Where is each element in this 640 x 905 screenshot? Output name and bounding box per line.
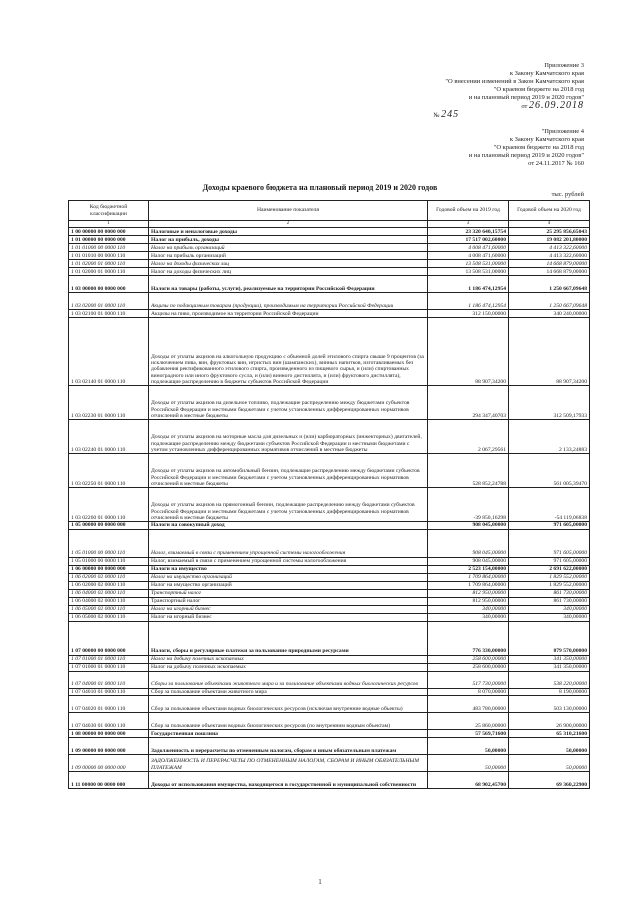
code-cell: 1 06 02000 02 0000 110 bbox=[69, 581, 149, 589]
table-row bbox=[69, 737, 590, 754]
code-cell: 1 05 01000 00 0000 110 bbox=[69, 529, 149, 557]
budget-line: "О краевом бюджете на 2018 год bbox=[493, 86, 584, 93]
table-row bbox=[69, 581, 590, 589]
name-cell: Налоговые и неналоговые доходы bbox=[149, 228, 428, 236]
value-2020-cell: 340 240,00000 bbox=[509, 310, 590, 318]
value-2019-cell: 1 186 474,12954 bbox=[428, 276, 509, 293]
table-row bbox=[69, 573, 590, 581]
name-cell: Налог на игорный бизнес bbox=[149, 613, 428, 621]
value-2020-cell: 4 413 322,60000 bbox=[509, 244, 590, 252]
value-2019-cell: 1 709 864,00000 bbox=[428, 581, 509, 589]
name-cell: Налоги на имущество bbox=[149, 565, 428, 573]
code-cell: 1 03 02100 01 0000 110 bbox=[69, 310, 149, 318]
value-2020-cell: 312 509,17933 bbox=[509, 386, 590, 420]
code-cell: 1 08 00000 00 0000 000 bbox=[69, 729, 149, 737]
code-cell: 1 06 04000 02 0000 110 bbox=[69, 589, 149, 597]
law-line-orig: к Закону Камчатского края bbox=[509, 136, 584, 143]
name-cell: Акцизы по подакцизным товарам (продукции), производимым на территории Российской Федерации bbox=[149, 293, 428, 310]
name-cell: Сбор за пользование объектами водных биологических ресурсов (исключая внутренние водные объекты) bbox=[149, 695, 428, 712]
table-row bbox=[69, 529, 590, 557]
value-2019-cell: 258 600,00000 bbox=[428, 663, 509, 671]
value-2020-cell: 50,00000 bbox=[509, 737, 590, 754]
name-cell: Доходы от использования имущества, находящегося в государственной и муниципальной собственности bbox=[149, 771, 428, 788]
code-cell: 1 05 01000 00 0000 110 bbox=[69, 557, 149, 565]
value-2020-cell: -54 119,06838 bbox=[509, 488, 590, 522]
value-2019-cell: 776 330,00000 bbox=[428, 621, 509, 655]
col-index: 2 bbox=[149, 221, 428, 228]
table-row bbox=[69, 729, 590, 737]
number-line bbox=[433, 111, 584, 120]
value-2020-cell: 14 668 879,00000 bbox=[509, 260, 590, 268]
handwritten-number: 245 bbox=[441, 109, 460, 120]
code-cell: 1 05 00000 00 0000 000 bbox=[69, 522, 149, 529]
code-cell: 1 03 02140 01 0000 110 bbox=[69, 318, 149, 386]
name-cell: Налог на добычу полезных ископаемых bbox=[149, 655, 428, 663]
table-row bbox=[69, 565, 590, 573]
value-2019-cell: 812 950,00000 bbox=[428, 589, 509, 597]
name-cell: Налог на имущество организаций bbox=[149, 573, 428, 581]
value-2020-cell: 2 691 622,00000 bbox=[509, 565, 590, 573]
value-2019-cell: 88 907,34200 bbox=[428, 318, 509, 386]
value-2020-cell: 65 310,21600 bbox=[509, 729, 590, 737]
table-row bbox=[69, 228, 590, 236]
value-2019-cell: 908 045,00000 bbox=[428, 557, 509, 565]
value-2019-cell: 4 008 471,60000 bbox=[428, 244, 509, 252]
code-cell: 1 03 02260 01 0000 110 bbox=[69, 488, 149, 522]
value-2019-cell: 2 067,29561 bbox=[428, 420, 509, 454]
table-row bbox=[69, 236, 590, 244]
date-prefix: от bbox=[521, 103, 528, 110]
table-row bbox=[69, 771, 590, 788]
table-row bbox=[69, 688, 590, 695]
value-2020-cell: 538 220,00000 bbox=[509, 671, 590, 688]
value-2019-cell: 312 150,00000 bbox=[428, 310, 509, 318]
name-cell: Доходы от уплаты акцизов на алкогольную продукцию с объемной долей этилового спирта свыше 9 процентов (за исключением пива, вин, фруктовых вин, игристых вин (шампанских), винных напитков, изготавливаемых без добавления ректификованного этилового спирта, произведенного из пищевого сырья, и (или) спиртованных виноградного или иного фруктового сусла, и (или) винного дистиллята, и (или) фруктового дистиллята), подлежащие распределению в бюджеты субъектов Российской Федерации bbox=[149, 318, 428, 386]
orig-date-line: от 24.11.2017 № 160 bbox=[528, 160, 584, 167]
name-cell: Сбор за пользование объектами животного мира bbox=[149, 688, 428, 695]
value-2019-cell: 908 045,00000 bbox=[428, 529, 509, 557]
value-2020-cell: 50,00000 bbox=[509, 754, 590, 771]
name-cell: Задолженность и перерасчеты по отмененным налогам, сборам и иным обязательным платежам bbox=[149, 737, 428, 754]
value-2020-cell: 1 250 667,09648 bbox=[509, 276, 590, 293]
code-cell: 1 06 04000 02 0000 110 bbox=[69, 597, 149, 605]
code-cell: 1 01 01010 00 0000 110 bbox=[69, 252, 149, 260]
value-2020-cell: 971 605,00000 bbox=[509, 522, 590, 529]
table-row bbox=[69, 276, 590, 293]
code-cell: 1 07 01000 01 0000 110 bbox=[69, 663, 149, 671]
appendix-header bbox=[433, 62, 584, 120]
period-line: и на плановый период 2019 и 2020 годов" bbox=[468, 94, 584, 101]
name-cell: Налог на игорный бизнес bbox=[149, 605, 428, 613]
value-2020-cell: 340,00000 bbox=[509, 605, 590, 613]
value-2019-cell: 13 508 531,00000 bbox=[428, 260, 509, 268]
name-cell: ЗАДОЛЖЕННОСТЬ И ПЕРЕРАСЧЕТЫ ПО ОТМЕНЕННЫМ НАЛОГАМ, СБОРАМ И ИНЫМ ОБЯЗАТЕЛЬНЫМ ПЛАТЕЖАМ bbox=[149, 754, 428, 771]
name-cell: Налог на доходы физических лиц bbox=[149, 260, 428, 268]
table-row bbox=[69, 557, 590, 565]
code-cell: 1 07 04000 01 0000 110 bbox=[69, 671, 149, 688]
code-cell: 1 09 00000 00 0000 000 bbox=[69, 737, 149, 754]
page-number: 1 bbox=[318, 878, 322, 886]
value-2019-cell: 258 600,00000 bbox=[428, 655, 509, 663]
code-cell: 1 03 02230 01 0000 110 bbox=[69, 386, 149, 420]
name-cell: Акцизы на пиво, производимое на территории Российской Федерации bbox=[149, 310, 428, 318]
table-row bbox=[69, 293, 590, 310]
code-cell: 1 06 05000 02 0000 110 bbox=[69, 605, 149, 613]
date-line bbox=[445, 102, 584, 111]
table-row bbox=[69, 605, 590, 613]
value-2020-cell: 4 413 322,60000 bbox=[509, 252, 590, 260]
table-row bbox=[69, 655, 590, 663]
code-cell: 1 07 04010 01 0000 110 bbox=[69, 688, 149, 695]
value-2020-cell: 971 605,00000 bbox=[509, 529, 590, 557]
table-row bbox=[69, 454, 590, 488]
name-cell: Налоги на товары (работы, услуги), реализуемые на территории Российской Федерации bbox=[149, 276, 428, 293]
name-cell: Налог на прибыль, доходы bbox=[149, 236, 428, 244]
table-row bbox=[69, 671, 590, 688]
value-2019-cell: 528 852,24788 bbox=[428, 454, 509, 488]
code-cell: 1 01 02000 01 0000 110 bbox=[69, 268, 149, 276]
code-cell: 1 06 05000 02 0000 110 bbox=[69, 613, 149, 621]
value-2019-cell: 23 320 640,15754 bbox=[428, 228, 509, 236]
value-2019-cell: 517 730,00000 bbox=[428, 671, 509, 688]
table-row bbox=[69, 310, 590, 318]
value-2020-cell: 971 605,00000 bbox=[509, 557, 590, 565]
table-row bbox=[69, 386, 590, 420]
code-cell: 1 01 01000 00 0000 110 bbox=[69, 244, 149, 252]
code-cell: 1 06 02000 02 0000 110 bbox=[69, 573, 149, 581]
value-2019-cell: 908 045,00000 bbox=[428, 522, 509, 529]
col-header-2019: Годовой объем на 2019 год bbox=[428, 201, 509, 221]
table-row bbox=[69, 244, 590, 252]
table-body bbox=[69, 228, 590, 789]
name-cell: Доходы от уплаты акцизов на моторные масла для дизельных и (или) карбюраторных (инжекторных) двигателей, подлежащие распределению между бюджетами субъектов Российской Федерации и местными бюджетами с учетом установленных дифференцированных нормативов отчислений в местные бюджеты bbox=[149, 420, 428, 454]
name-cell: Налоги на совокупный доход bbox=[149, 522, 428, 529]
value-2020-cell: 19 082 201,80000 bbox=[509, 236, 590, 244]
col-header-code: Код бюджетной классификации bbox=[69, 201, 149, 221]
code-cell: 1 01 00000 00 0000 000 bbox=[69, 236, 149, 244]
table-row bbox=[69, 318, 590, 386]
value-2019-cell: 50,00000 bbox=[428, 737, 509, 754]
value-2019-cell: 1 186 474,12954 bbox=[428, 293, 509, 310]
value-2020-cell: 861 730,00000 bbox=[509, 597, 590, 605]
revenue-table bbox=[68, 200, 590, 789]
value-2020-cell: 561 005,39470 bbox=[509, 454, 590, 488]
period-line-orig: и на плановый период 2019 и 2020 годов" bbox=[468, 152, 584, 159]
value-2020-cell: 25 295 856,65043 bbox=[509, 228, 590, 236]
code-cell: 1 07 04020 01 0000 110 bbox=[69, 695, 149, 712]
appendix-number-orig: "Приложение 4 bbox=[541, 128, 584, 135]
col-index: 3 bbox=[428, 221, 509, 228]
code-cell: 1 07 04030 01 0000 110 bbox=[69, 712, 149, 729]
col-index: 1 bbox=[69, 221, 149, 228]
table-row bbox=[69, 420, 590, 454]
code-cell: 1 09 00000 00 0000 000 bbox=[69, 754, 149, 771]
table-row bbox=[69, 260, 590, 268]
col-header-name: Наименование показателя bbox=[149, 201, 428, 221]
table-row bbox=[69, 613, 590, 621]
table-row bbox=[69, 268, 590, 276]
value-2020-cell: 2 133,24883 bbox=[509, 420, 590, 454]
amend-line: "О внесении изменений в Закон Камчатского края bbox=[445, 78, 584, 85]
value-2019-cell: 2 523 154,00000 bbox=[428, 565, 509, 573]
name-cell: Доходы от уплаты акцизов на автомобильный бензин, подлежащие распределению между бюджетами субъектов Российской Федерации и местными бюджетами с учетом установленных дифференцированных нормативов отчислений в местные бюджеты bbox=[149, 454, 428, 488]
original-appendix-header bbox=[469, 128, 584, 168]
value-2019-cell: 483 780,00000 bbox=[428, 695, 509, 712]
table-row bbox=[69, 712, 590, 729]
value-2019-cell: 25 860,00000 bbox=[428, 712, 509, 729]
table-row bbox=[69, 663, 590, 671]
code-cell: 1 03 02240 01 0000 110 bbox=[69, 420, 149, 454]
code-cell: 1 07 01000 01 0000 110 bbox=[69, 655, 149, 663]
value-2020-cell: 8 190,00000 bbox=[509, 688, 590, 695]
name-cell: Налог на доходы физических лиц bbox=[149, 268, 428, 276]
table-row bbox=[69, 695, 590, 712]
table-row bbox=[69, 252, 590, 260]
value-2019-cell: 1 709 864,00000 bbox=[428, 573, 509, 581]
value-2019-cell: 812 950,00000 bbox=[428, 597, 509, 605]
law-line: к Закону Камчатского края bbox=[509, 70, 584, 77]
value-2020-cell: 861 730,00000 bbox=[509, 589, 590, 597]
appendix-number: Приложение 3 bbox=[544, 62, 584, 69]
name-cell: Налог, взимаемый в связи с применением упрощенной системы налогообложения bbox=[149, 557, 428, 565]
name-cell: Налог, взимаемый в связи с применением упрощенной системы налогообложения bbox=[149, 529, 428, 557]
table-row bbox=[69, 522, 590, 529]
value-2020-cell: 341 350,00000 bbox=[509, 655, 590, 663]
col-index: 4 bbox=[509, 221, 590, 228]
value-2019-cell: 340,00000 bbox=[428, 613, 509, 621]
value-2020-cell: 1 250 667,09648 bbox=[509, 293, 590, 310]
value-2019-cell: 13 508 531,00000 bbox=[428, 268, 509, 276]
value-2019-cell: -39 850,16298 bbox=[428, 488, 509, 522]
name-cell: Транспортный налог bbox=[149, 597, 428, 605]
code-cell: 1 03 00000 00 0000 000 bbox=[69, 276, 149, 293]
value-2019-cell: 57 569,71600 bbox=[428, 729, 509, 737]
document-title: Доходы краевого бюджета на плановый период 2019 и 2020 годов bbox=[202, 183, 438, 192]
value-2020-cell: 1 829 552,00000 bbox=[509, 573, 590, 581]
value-2019-cell: 17 517 002,60000 bbox=[428, 236, 509, 244]
table-row bbox=[69, 589, 590, 597]
table-row bbox=[69, 621, 590, 655]
code-cell: 1 00 00000 00 0000 000 bbox=[69, 228, 149, 236]
table-row bbox=[69, 488, 590, 522]
col-header-2020: Годовой объем на 2020 год bbox=[509, 201, 590, 221]
name-cell: Налог на прибыль организаций bbox=[149, 252, 428, 260]
name-cell: Налог на добычу полезных ископаемых bbox=[149, 663, 428, 671]
name-cell: Налоги, сборы и регулярные платежи за пользование природными ресурсами bbox=[149, 621, 428, 655]
value-2019-cell: 50,00000 bbox=[428, 754, 509, 771]
code-cell: 1 03 02250 01 0000 110 bbox=[69, 454, 149, 488]
name-cell: Доходы от уплаты акцизов на дизельное топливо, подлежащие распределению между бюджетами субъектов Российской Федерации и местными бюджетами с учетом установленных дифференцированных нормативов отчислений в местные бюджеты bbox=[149, 386, 428, 420]
code-cell: 1 07 00000 00 0000 000 bbox=[69, 621, 149, 655]
value-2020-cell: 26 900,00000 bbox=[509, 712, 590, 729]
value-2020-cell: 340,00000 bbox=[509, 613, 590, 621]
code-cell: 1 11 00000 00 0000 000 bbox=[69, 771, 149, 788]
name-cell: Сбор за пользование объектами водных биологических ресурсов (по внутренним водным объектам) bbox=[149, 712, 428, 729]
name-cell: Сборы за пользование объектами животного мира и за пользование объектами водных биологических ресурсов bbox=[149, 671, 428, 688]
value-2019-cell: 68 902,45700 bbox=[428, 771, 509, 788]
name-cell: Государственная пошлина bbox=[149, 729, 428, 737]
value-2020-cell: 341 350,00000 bbox=[509, 663, 590, 671]
name-cell: Транспортный налог bbox=[149, 589, 428, 597]
name-cell: Налог на прибыль организаций bbox=[149, 244, 428, 252]
value-2019-cell: 294 347,40703 bbox=[428, 386, 509, 420]
units-label: тыс. рублей bbox=[551, 191, 584, 198]
value-2019-cell: 340,00000 bbox=[428, 605, 509, 613]
value-2020-cell: 879 570,00000 bbox=[509, 621, 590, 655]
value-2020-cell: 88 907,34200 bbox=[509, 318, 590, 386]
value-2020-cell: 14 668 879,00000 bbox=[509, 268, 590, 276]
handwritten-date: 26.09.2018 bbox=[529, 100, 584, 111]
code-cell: 1 03 02000 01 0000 110 bbox=[69, 293, 149, 310]
table-row bbox=[69, 597, 590, 605]
value-2020-cell: 1 829 552,00000 bbox=[509, 581, 590, 589]
code-cell: 1 01 02000 01 0000 110 bbox=[69, 260, 149, 268]
number-prefix: № bbox=[433, 112, 440, 119]
value-2020-cell: 69 360,22900 bbox=[509, 771, 590, 788]
table-row bbox=[69, 754, 590, 771]
name-cell: Доходы от уплаты акцизов на прямогонный бензин, подлежащие распределению между бюджетами субъектов Российской Федерации и местными бюджетами с учетом установленных дифференцированных нормативов отчислений в местные бюджеты bbox=[149, 488, 428, 522]
value-2019-cell: 8 070,00000 bbox=[428, 688, 509, 695]
budget-line-orig: "О краевом бюджете на 2018 год bbox=[493, 144, 584, 151]
value-2019-cell: 4 008 471,60000 bbox=[428, 252, 509, 260]
name-cell: Налог на имущество организаций bbox=[149, 581, 428, 589]
value-2020-cell: 503 130,00000 bbox=[509, 695, 590, 712]
code-cell: 1 06 00000 00 0000 000 bbox=[69, 565, 149, 573]
